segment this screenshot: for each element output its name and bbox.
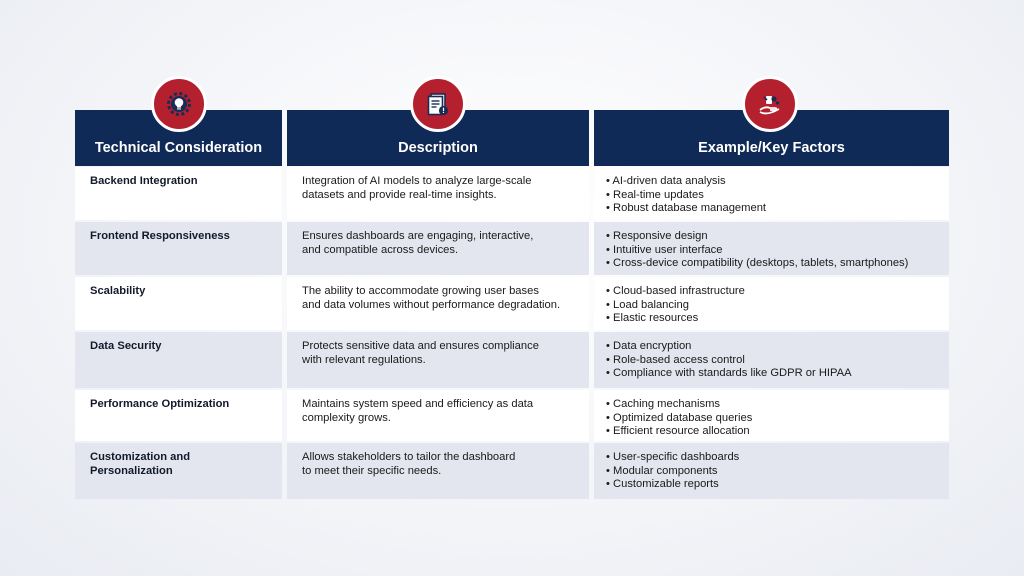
header-label: Technical Consideration	[94, 140, 263, 156]
document-warning-icon	[410, 76, 466, 132]
consideration-label: Data Security	[90, 340, 162, 352]
factors-list	[606, 340, 949, 381]
description-text: Allows stakeholders to tailor the dashboard to meet their specific needs.	[302, 451, 516, 477]
header-technical-consideration	[75, 110, 282, 166]
table-cell-factors	[594, 443, 949, 499]
factor-item: • Cross-device compatibility (desktops, tablets, smartphones)	[606, 257, 949, 271]
factor-item: • User-specific dashboards	[606, 451, 949, 465]
factor-item: • Elastic resources	[606, 312, 949, 326]
factor-item: • Cloud-based infrastructure	[606, 285, 949, 299]
factor-item: • Load balancing	[606, 299, 949, 313]
factor-item: • Modular components	[606, 465, 949, 479]
description-text: Integration of AI models to analyze large-scale datasets and provide real-time insights.	[302, 175, 532, 201]
factor-item: • Data encryption	[606, 340, 949, 354]
factors-list	[606, 230, 949, 271]
table-cell-description	[287, 277, 589, 330]
table-cell-consideration	[75, 443, 282, 499]
factor-item: • Robust database management	[606, 202, 949, 216]
header-description	[287, 110, 589, 166]
factors-list	[606, 398, 949, 439]
description-text: Ensures dashboards are engaging, interactive, and compatible across devices.	[302, 230, 534, 256]
header-label: Example/Key Factors	[698, 140, 845, 156]
table-cell-description	[287, 390, 589, 441]
consideration-label: Frontend Responsiveness	[90, 230, 230, 242]
factor-item: • Role-based access control	[606, 354, 949, 368]
table-cell-description	[287, 443, 589, 499]
table-cell-consideration	[75, 222, 282, 275]
factor-item: • Intuitive user interface	[606, 244, 949, 258]
description-text: Protects sensitive data and ensures compliance with relevant regulations.	[302, 340, 539, 366]
description-text: The ability to accommodate growing user bases and data volumes without performance degradation.	[302, 285, 561, 311]
consideration-label: Performance Optimization	[90, 398, 230, 410]
header-label: Description	[398, 140, 478, 156]
factor-item: • Responsive design	[606, 230, 949, 244]
factor-item: • Caching mechanisms	[606, 398, 949, 412]
table-cell-description	[287, 222, 589, 275]
factors-list	[606, 451, 949, 492]
table-cell-factors	[594, 390, 949, 441]
factors-list	[606, 285, 949, 326]
table-cell-consideration	[75, 167, 282, 220]
table-cell-factors	[594, 167, 949, 220]
factor-item: • Optimized database queries	[606, 412, 949, 426]
factor-item: • Real-time updates	[606, 189, 949, 203]
header-example-key-factors	[594, 110, 949, 166]
consideration-label: Backend Integration	[90, 175, 198, 187]
consideration-label: Customization and Personalization	[90, 451, 191, 477]
table-cell-factors	[594, 277, 949, 330]
table-cell-factors	[594, 332, 949, 388]
factors-list	[606, 175, 949, 216]
table-cell-consideration	[75, 277, 282, 330]
table-cell-description	[287, 167, 589, 220]
factor-item: • Customizable reports	[606, 478, 949, 492]
description-text: Maintains system speed and efficiency as data complexity grows.	[302, 398, 534, 424]
factor-item: • Compliance with standards like GDPR or HIPAA	[606, 367, 949, 381]
factor-item: • Efficient resource allocation	[606, 425, 949, 439]
table-cell-consideration	[75, 390, 282, 441]
consideration-label: Scalability	[90, 285, 146, 297]
table-cell-description	[287, 332, 589, 388]
table-cell-factors	[594, 222, 949, 275]
table-cell-consideration	[75, 332, 282, 388]
factor-item: • AI-driven data analysis	[606, 175, 949, 189]
hand-data-icon	[742, 76, 798, 132]
gear-lightbulb-icon	[151, 76, 207, 132]
